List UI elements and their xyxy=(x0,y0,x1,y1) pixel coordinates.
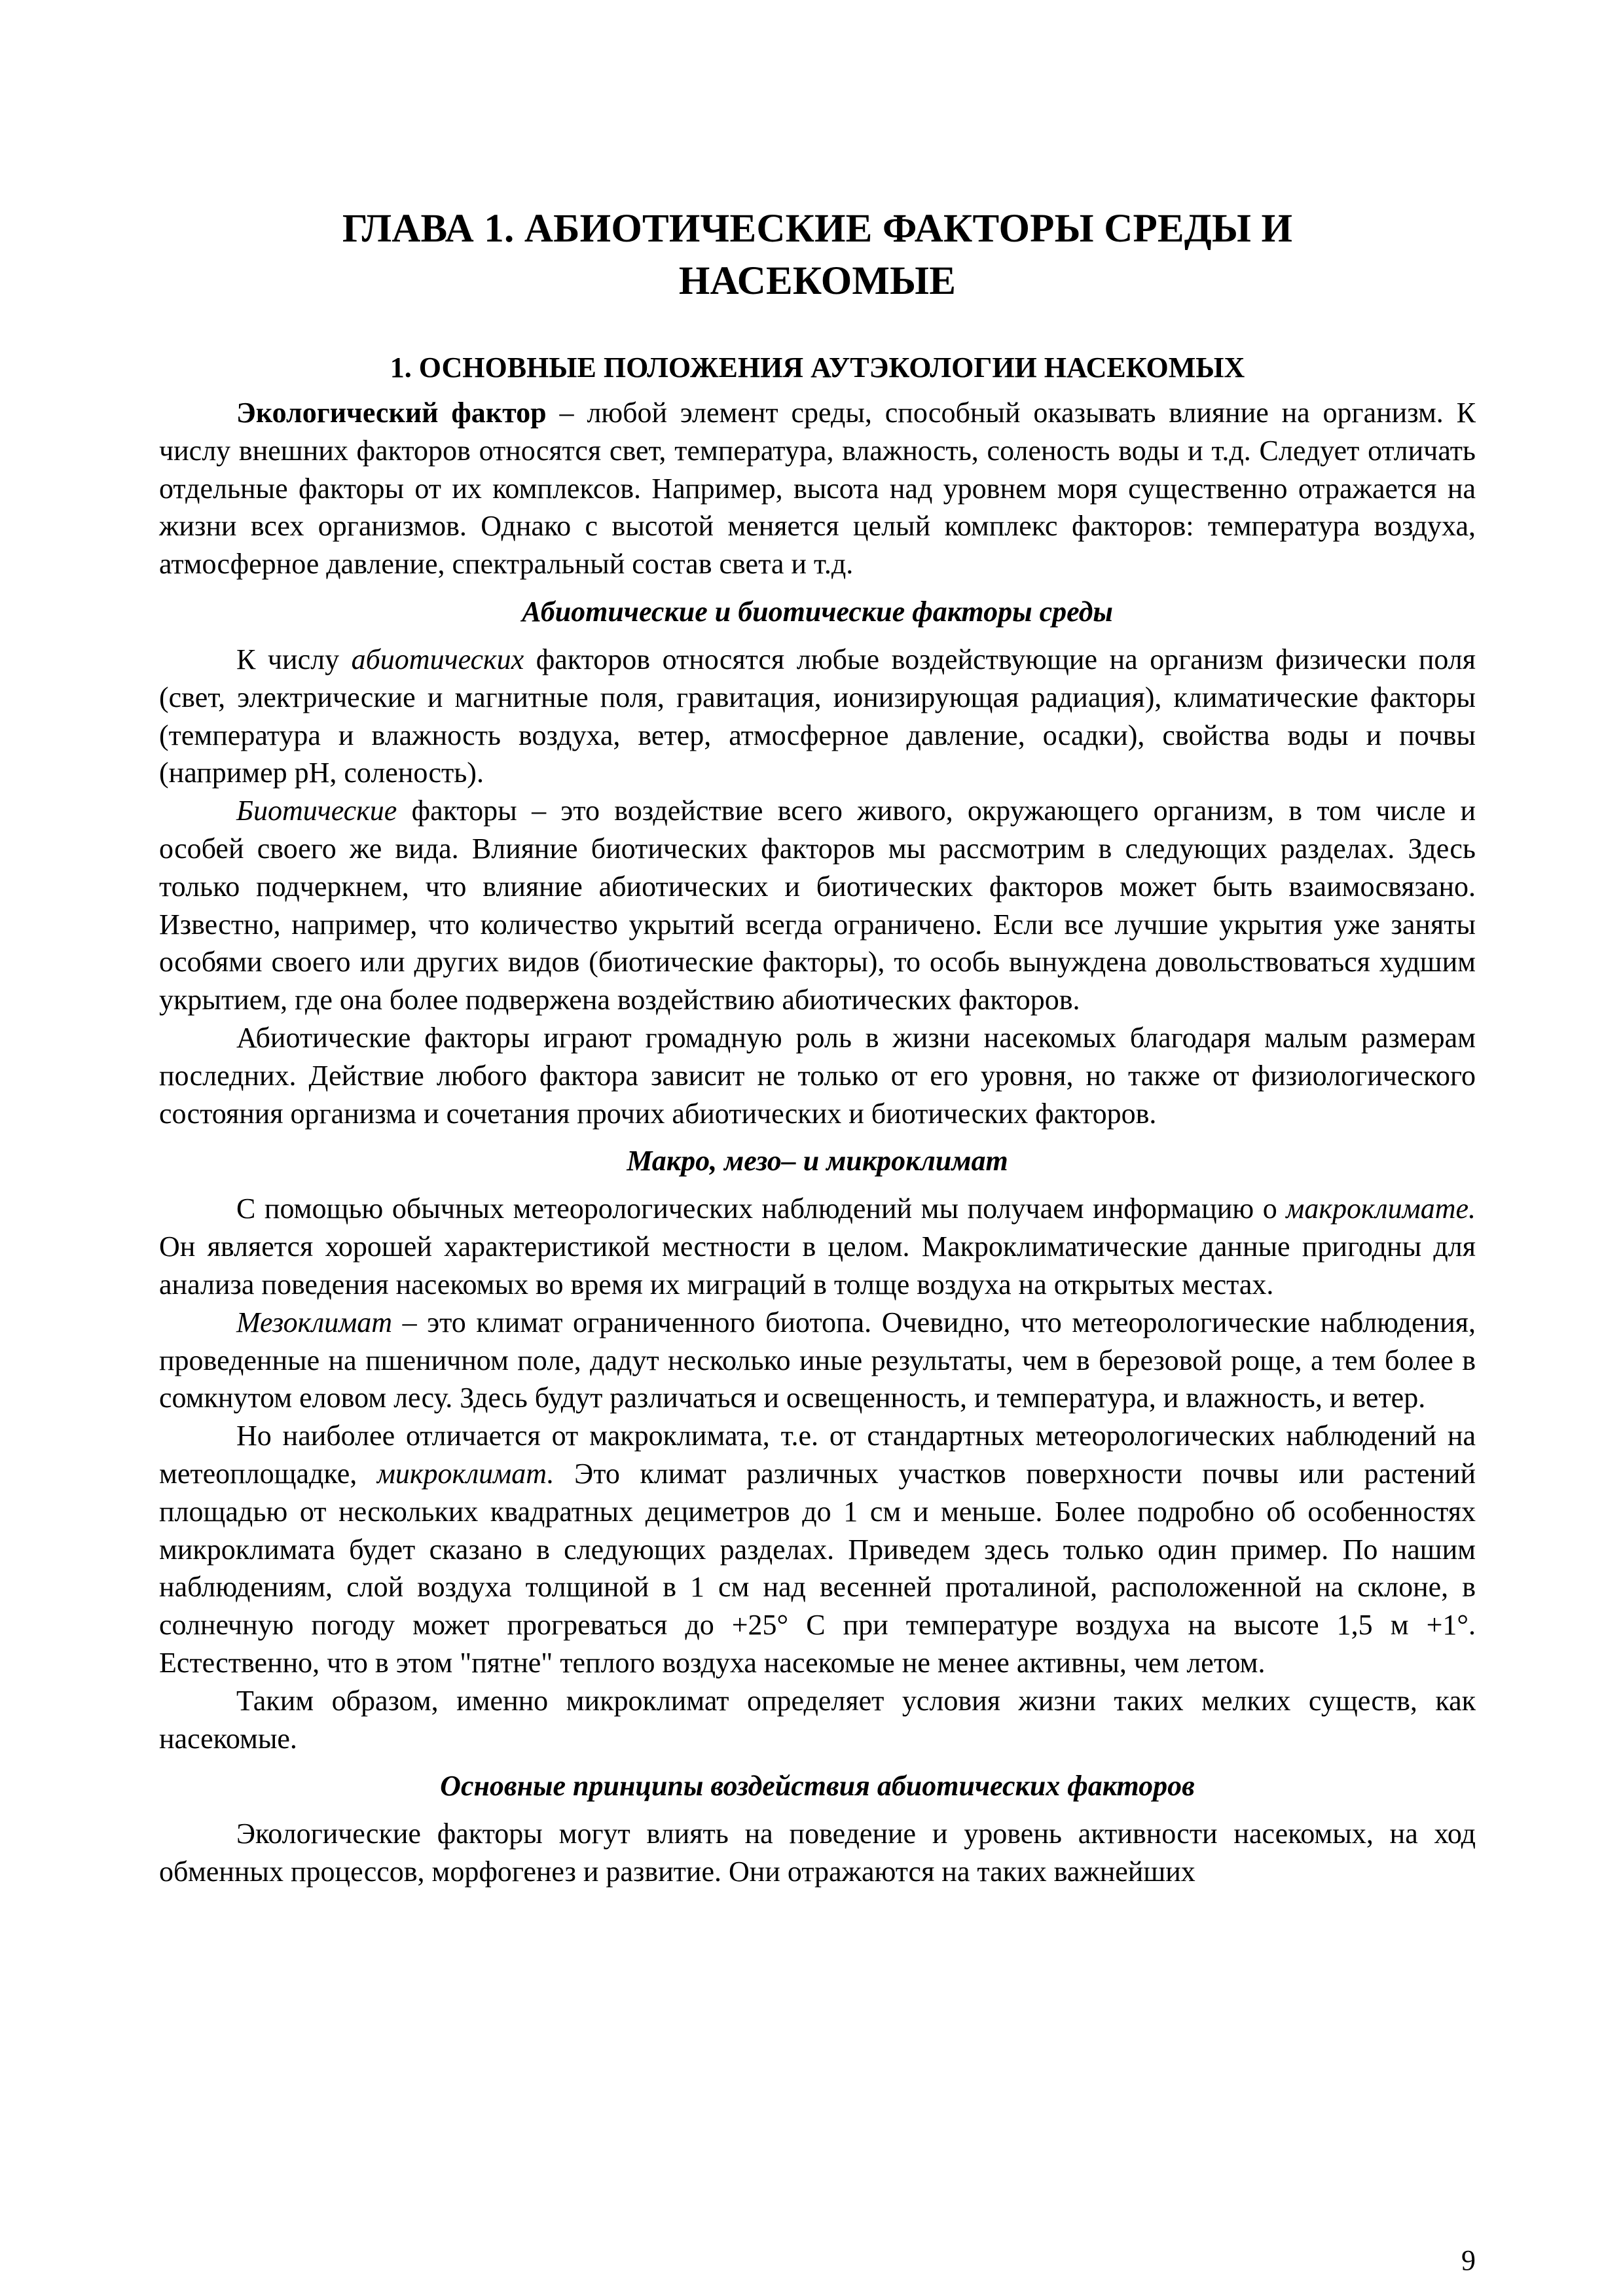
subsection2-p2-after: – это климат ограниченного биотопа. Очевидно, что метеорологические наблюдения, проведенные на пшеничном поле, дадут несколько иные результаты, чем в березовой роще, а тем более в сомкнутом еловом лесу. Здесь будут различаться и освещенность, и температура, и влажность, и ветер. xyxy=(159,1306,1476,1414)
subsection1-p1-before: К числу xyxy=(236,643,352,675)
subsection2-p3-italic: микроклимат. xyxy=(376,1457,555,1490)
subsection2-p3-after: Это климат различных участков поверхности почвы или растений площадью от нескольких квадратных дециметров до 1 см и меньше. Более подробно об особенностях микроклимата будет сказано в следующих разделах. Приведем здесь только один пример. По нашим наблюдениям, слой воздуха толщиной в 1 см над весенней проталиной, расположенной на склоне, в солнечную погоду может прогреваться до +25° С при температуре воздуха на высоте 1,5 м +1°. Естественно, что в этом "пятне" теплого воздуха насекомые не менее активны, чем летом. xyxy=(159,1457,1476,1679)
subsection1-paragraph1 xyxy=(159,641,1476,792)
subsection2-heading: Макро, мезо– и микроклимат xyxy=(627,1145,1008,1177)
subsection1-p1-after: факторов относятся любые воздействующие на организм физически поля (свет, электрические и магнитные поля, гравитация, ионизирующая радиация), климатические факторы (температура и влажность воздуха, ветер, атмосферное давление, осадки), свойства воды и почвы (например рН, соленость). xyxy=(159,643,1476,789)
subsection1-p2-italic: Биотические xyxy=(236,795,397,827)
subsection1-paragraph2 xyxy=(159,792,1476,1019)
subsection1-heading: Абиотические и биотические факторы среды xyxy=(522,595,1113,628)
subsection2-p1-after: Он является хорошей характеристикой местности в целом. Макроклиматические данные пригодны для анализа поведения насекомых во время их миграций в толще воздуха на открытых местах. xyxy=(159,1230,1476,1300)
subsection2-paragraph1 xyxy=(159,1190,1476,1303)
chapter-title xyxy=(159,203,1476,308)
chapter-title-line2: НАСЕКОМЫЕ xyxy=(678,259,957,303)
subsection2-paragraph4: Таким образом, именно микроклимат определяет условия жизни таких мелких существ, как насекомые. xyxy=(159,1684,1476,1755)
page-number: 9 xyxy=(1461,2244,1476,2276)
intro-paragraph xyxy=(159,394,1476,583)
subsection2-p2-italic: Мезоклимат xyxy=(236,1306,393,1338)
intro-term: Экологический фактор xyxy=(236,397,547,429)
subsection1-paragraph3: Абиотические факторы играют громадную роль в жизни насекомых благодаря малым размерам последних. Действие любого фактора зависит не только от его уровня, но также от физиологического состояния организма и сочетания прочих абиотических и биотических факторов. xyxy=(159,1021,1476,1130)
section-title: 1. ОСНОВНЫЕ ПОЛОЖЕНИЯ АУТЭКОЛОГИИ НАСЕКОМЫХ xyxy=(390,351,1245,384)
subsection2-paragraph3 xyxy=(159,1417,1476,1682)
subsection1-p1-italic: абиотических xyxy=(351,643,524,675)
subsection3-paragraph1: Экологические факторы могут влиять на поведение и уровень активности насекомых, на ход обменных процессов, морфогенез и развитие. Они отражаются на таких важнейших xyxy=(159,1818,1476,1888)
intro-text: – любой элемент среды, способный оказывать влияние на организм. К числу внешних факторов относятся свет, температура, влажность, соленость воды и т.д. Следует отличать отдельные факторы от их комплексов. Например, высота над уровнем моря существенно отражается на жизни всех организмов. Однако с высотой меняется целый комплекс факторов: температура воздуха, атмосферное давление, спектральный состав света и т.д. xyxy=(159,397,1476,581)
subsection2-p1-before: С помощью обычных метеорологических наблюдений мы получаем информацию о xyxy=(236,1193,1286,1225)
subsection3-heading: Основные принципы воздействия абиотических факторов xyxy=(440,1770,1195,1803)
chapter-title-line1: ГЛАВА 1. АБИОТИЧЕСКИЕ ФАКТОРЫ СРЕДЫ И xyxy=(342,207,1293,251)
subsection1-p2-after: факторы – это воздействие всего живого, окружающего организм, в том числе и особей своего же вида. Влияние биотических факторов мы рассмотрим в следующих разделах. Здесь только подчеркнем, что влияние абиотических и биотических факторов может быть взаимосвязано. Известно, например, что количество укрытий всегда ограничено. Если все лучшие укрытия уже заняты особями своего или других видов (биотические факторы), то особь вынуждена довольствоваться худшим укрытием, где она более подвержена воздействию абиотических факторов. xyxy=(159,795,1476,1016)
subsection2-p1-italic: макроклимате. xyxy=(1286,1193,1476,1225)
subsection2-p3-before: Но наиболее отличается от макроклимата, т.е. от стандартных метеорологических наблюдений на метеоплощадке, xyxy=(159,1420,1476,1490)
subsection2-paragraph2 xyxy=(159,1304,1476,1417)
